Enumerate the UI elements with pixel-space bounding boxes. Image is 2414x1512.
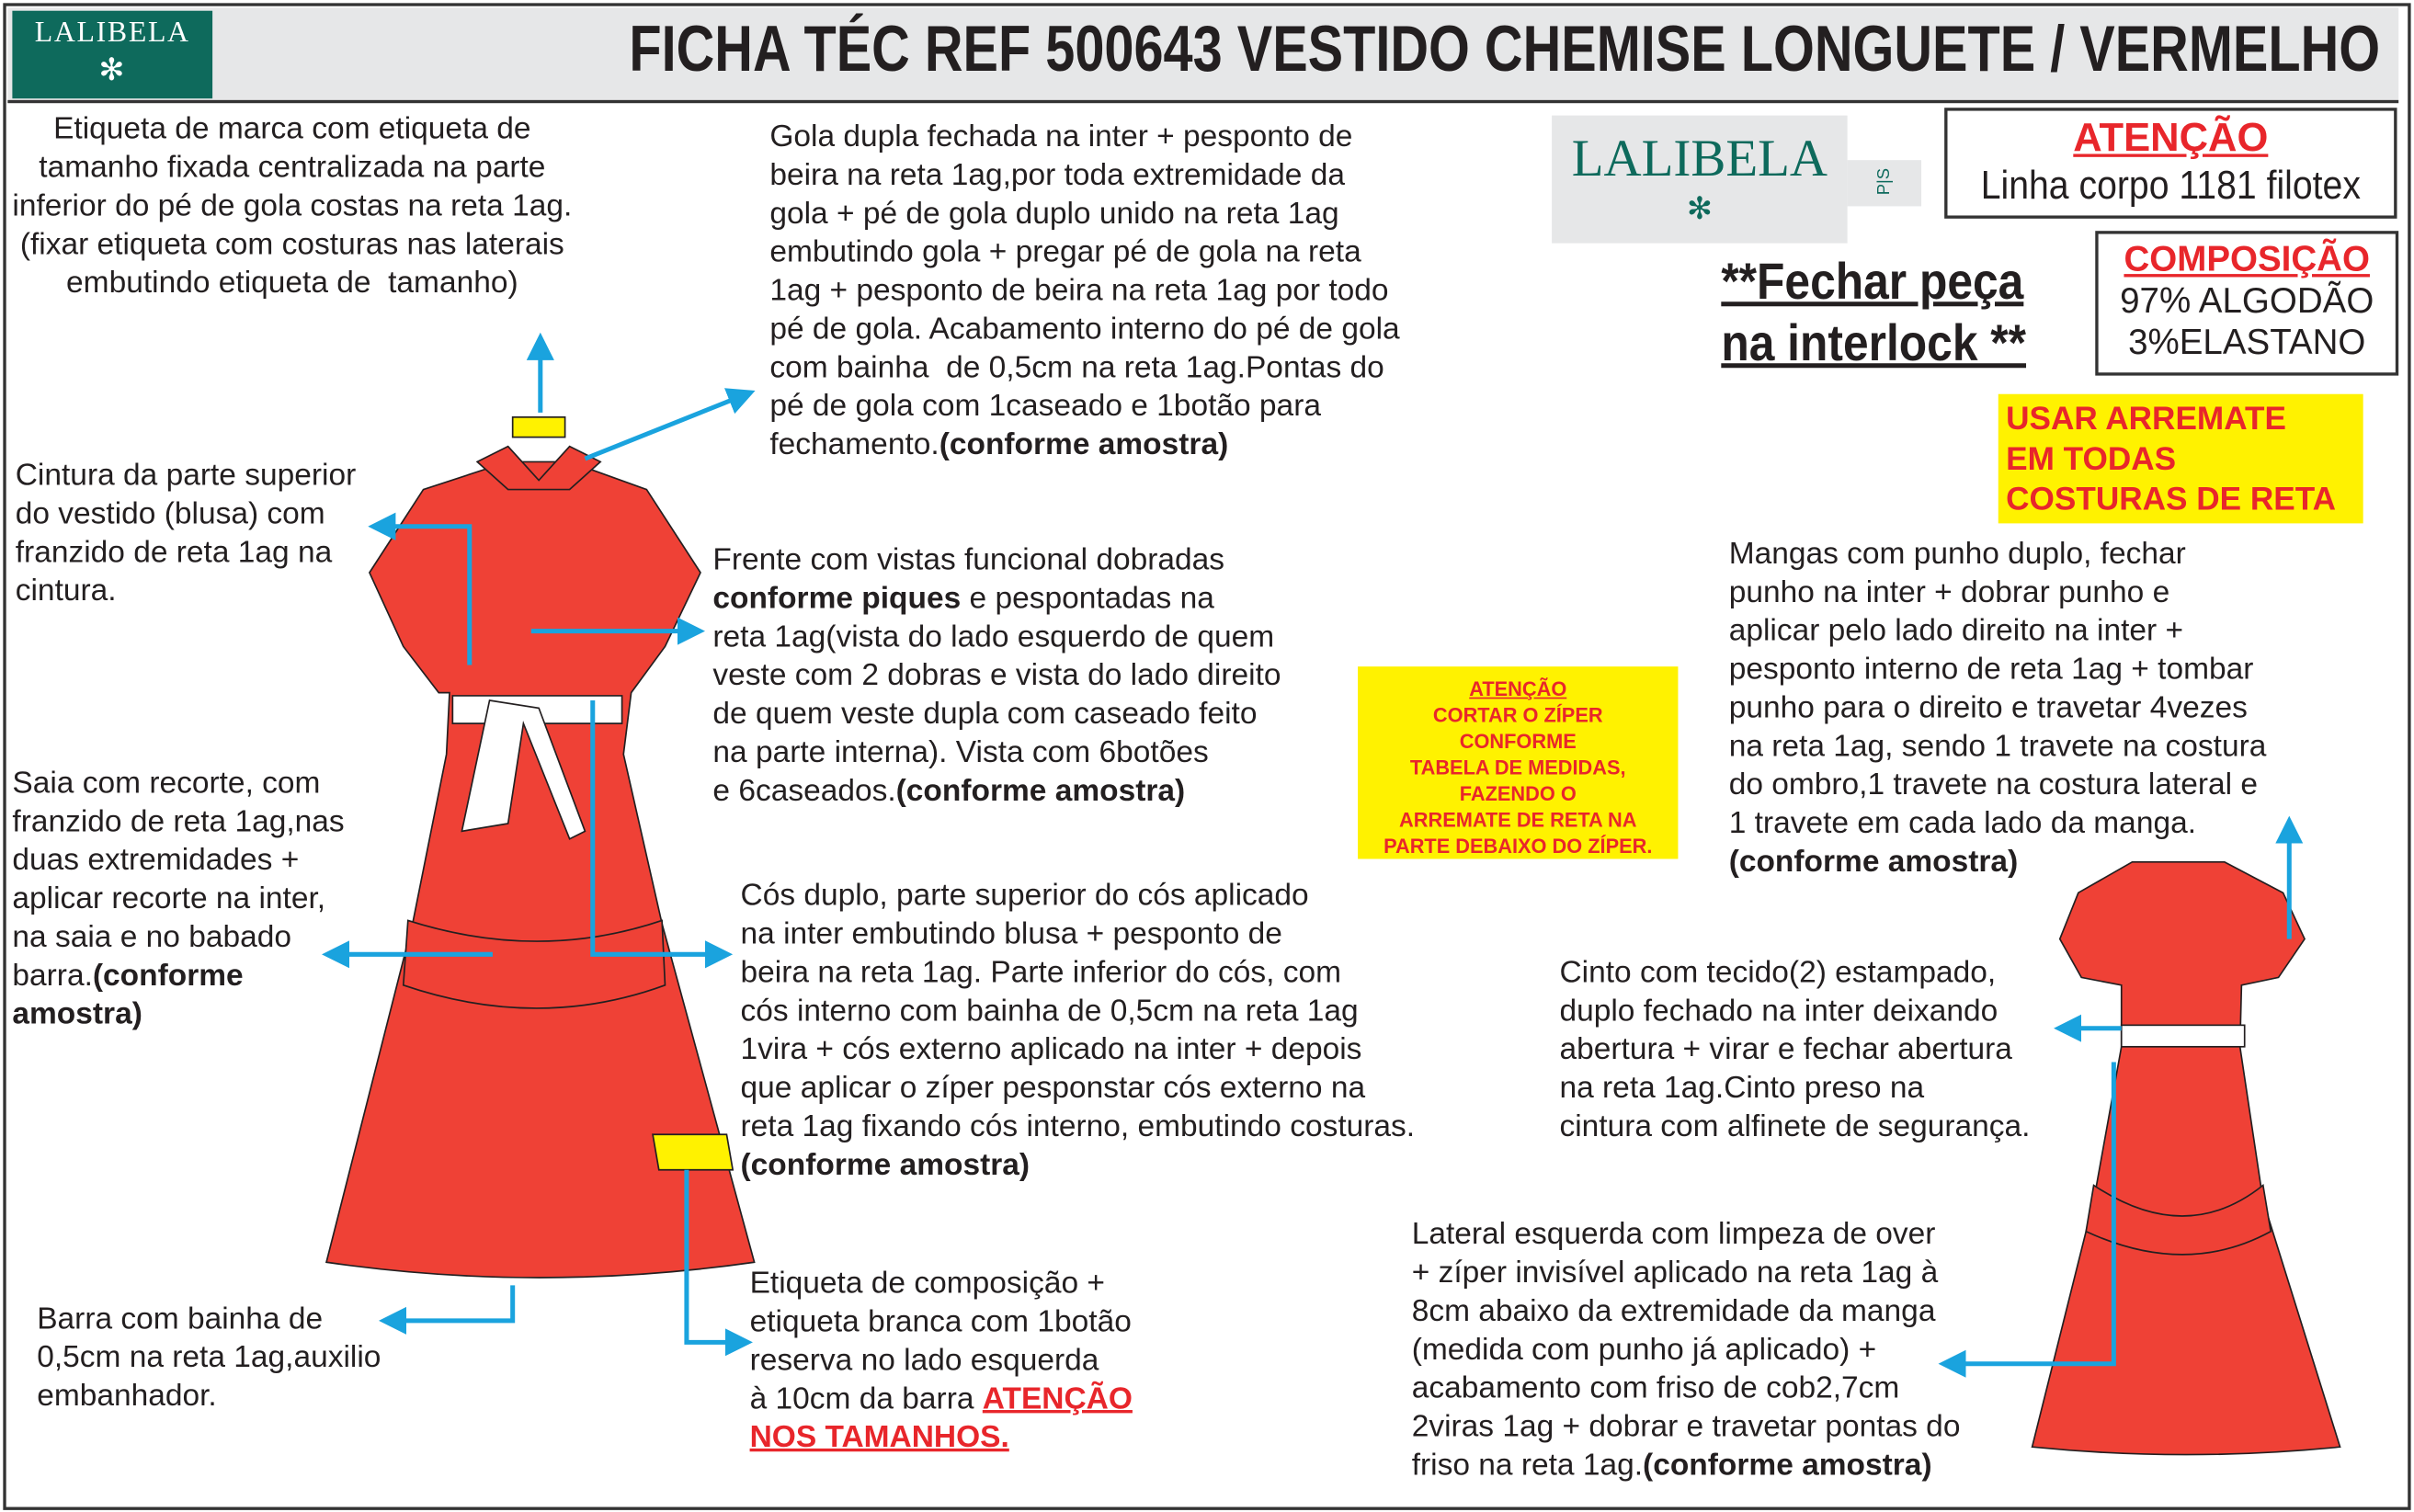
note-waist: Cintura da parte superior do vestido (blusa) com franzido de reta 1ag na cintura.	[15, 459, 357, 608]
bee-icon: ✻	[98, 53, 127, 88]
zipper-note-line: TABELA DE MEDIDAS,	[1409, 756, 1626, 779]
note-skirt-bold: (conforme amostra)	[12, 959, 244, 1032]
note-front-text: Frente com vistas funcional dobradas	[712, 543, 1225, 578]
arremate-line: EM TODAS	[2006, 441, 2177, 478]
composition-line2: 3%ELASTANO	[2128, 322, 2366, 362]
composition-box	[2095, 231, 2398, 375]
attention-box	[1944, 108, 2397, 219]
zipper-note	[1358, 666, 1678, 858]
zipper-note-title: ATENÇÃO	[1469, 676, 1567, 700]
note-front	[712, 541, 1281, 811]
page-title: FICHA TÉC REF 500643 VESTIDO CHEMISE LONGUETE / VERMELHO	[629, 12, 2381, 85]
bee-icon: ✻	[1686, 192, 1713, 227]
note-brand-label: Etiqueta de marca com etiqueta de tamanho fixada centralizada na parte inferior do pé de gola costas na reta 1ag. (fixar etiqueta com costuras nas laterais embutindo etiqueta de tamanho)	[12, 112, 573, 301]
note-waistband-text: Cós duplo, parte superior do cós aplicado na inter embutindo blusa + pesponto de beira na reta 1ag. Parte inferior do cós, com cós interno com bainha de 0,5cm na reta 1ag 1vira + cós externo aplicado na inter + depois que aplicar o zíper pesponstar cós externo na reta 1ag fixando cós interno, embutindo costuras.	[740, 879, 1416, 1144]
zipper-note-line: CONFORME	[1459, 729, 1577, 753]
note-front-text-2: e pespontadas na reta 1ag(vista do lado esquerdo de quem veste com 2 dobras e vista do lado direito de quem veste dupla com caseado feito na parte interna). Vista com 6botões e 6caseados.	[712, 582, 1281, 809]
note-collar-text: Gola dupla fechada na inter + pesponto de beira na reta 1ag,por toda extremidade da gola + pé de gola duplo unido na reta 1ag embutindo gola + pregar pé de gola na reta 1ag + pesponto de beira na reta 1ag por todo pé de gola. Acabamento interno do pé de gola com bainha de 0,5cm na reta 1ag.Pontas do pé de gola com 1caseado e 1botão para fechamento.	[769, 119, 1400, 462]
note-collar	[769, 119, 1399, 465]
note-comp-sizes: NOS TAMANHOS.	[749, 1420, 1009, 1455]
note-front-end: (conforme amostra)	[895, 774, 1186, 809]
note-skirt-text: Saia com recorte, com franzido de reta 1ag,nas duas extremidades + aplicar recorte na inter, na saia e no babado barra.	[12, 767, 345, 994]
note-side-text: Lateral esquerda com limpeza de over + zíper invisível aplicado na reta 1ag à 8cm abaixo da extremidade da manga (medida com punho já aplicado) + acabamento com friso de cob2,7cm 2viras 1ag + dobrar e travetar pontas do friso na reta 1ag.	[1411, 1217, 1961, 1483]
note-side-bold: (conforme amostra)	[1643, 1448, 1932, 1483]
zipper-note-line: PARTE DEBAIXO DO ZÍPER.	[1383, 834, 1653, 858]
note-comp-attention: ATENÇÃO	[982, 1381, 1133, 1416]
close-note-line1: **Fechar peça	[1721, 252, 2024, 310]
arremate-line: USAR ARREMATE	[2006, 402, 2286, 438]
note-belt: Cinto com tecido(2) estampado, duplo fechado na inter deixando abertura + virar e fechar abertura na reta 1ag.Cinto preso na cintura com alfinete de segurança.	[1559, 955, 2031, 1144]
note-sleeves-bold: (conforme amostra)	[1728, 845, 2019, 880]
attention-title: ATENÇÃO	[2073, 113, 2269, 161]
brand-logo	[1552, 116, 1848, 244]
note-waistband-bold: (conforme amostra)	[740, 1148, 1031, 1183]
note-collar-bold: (conforme amostra)	[939, 427, 1229, 462]
note-side	[1412, 1216, 1961, 1485]
attention-text: Linha corpo 1181 filotex	[1980, 161, 2361, 209]
brand-tab	[1848, 160, 1921, 206]
arremate-line: COSTURAS DE RETA	[2006, 482, 2337, 517]
composition-title: COMPOSIÇÃO	[2124, 238, 2370, 279]
zipper-note-line: CORTAR O ZÍPER	[1432, 703, 1603, 727]
composition-line1: 97% ALGODÃO	[2120, 279, 2374, 321]
note-sleeves-text: Mangas com punho duplo, fechar punho na inter + dobrar punho e aplicar pelo lado direito na inter + pesponto interno de reta 1ag + tombar punho para o direito e travetar 4vezes na reta 1ag, sendo 1 travete na costura do ombro,1 travete na costura lateral e 1 travete em cada lado da manga.	[1728, 537, 2267, 841]
note-skirt	[12, 765, 344, 1034]
note-comp-text: Etiqueta de composição + etiqueta branca com 1botão reserva no lado esquerda à 10cm da barra	[749, 1267, 1132, 1416]
zipper-note-line: ARREMATE DE RETA NA	[1399, 808, 1637, 832]
zipper-note-line: FAZENDO O	[1459, 781, 1577, 805]
close-note-line2: na interlock **	[1721, 313, 2027, 371]
arremate-note	[1998, 394, 2363, 524]
brand-tab-text: P|S	[1874, 167, 1894, 196]
note-front-bold: conforme piques	[712, 582, 962, 616]
header-logo-text: LALIBELA	[34, 17, 190, 50]
note-composition-label	[750, 1266, 1133, 1458]
front-dress	[326, 417, 755, 1278]
close-note	[1721, 251, 2026, 374]
note-hem: Barra com bainha de 0,5cm na reta 1ag,auxilio embanhador.	[37, 1302, 381, 1414]
brand-logo-text: LALIBELA	[1571, 131, 1828, 188]
note-sleeves	[1729, 536, 2267, 882]
note-waistband	[741, 878, 1416, 1186]
